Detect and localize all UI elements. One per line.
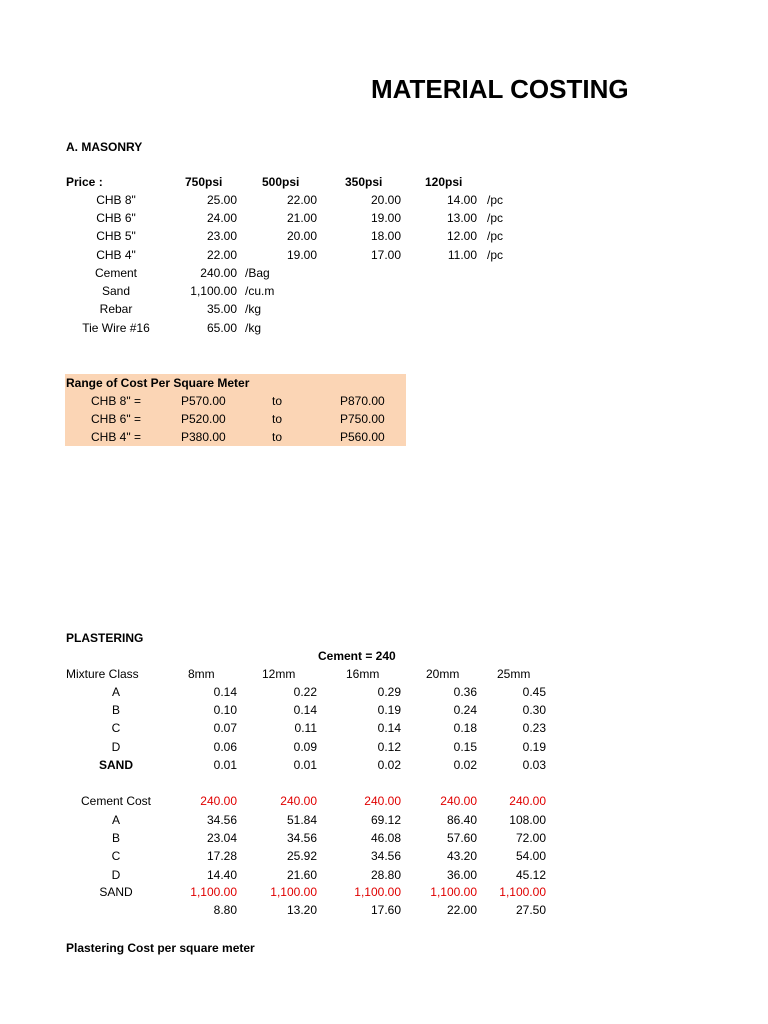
cement-cost-label: Cement Cost [80, 794, 152, 808]
thickness-header-20mm: 20mm [426, 667, 460, 681]
cost-cell: 34.56 [206, 813, 237, 827]
chb-price-cell: 23.00 [206, 229, 237, 244]
chb-unit: /pc [487, 211, 504, 226]
material-unit: /cu.m [245, 284, 275, 299]
cost-cell: 72.00 [515, 831, 546, 846]
cost-cell: 54.00 [515, 849, 546, 864]
psi-header-350: 350psi [345, 175, 383, 189]
cost-cell: 23.04 [206, 831, 237, 846]
chb-price-cell: 19.00 [286, 247, 317, 262]
chb-price-cell: 22.00 [206, 247, 237, 262]
range-row-label: CHB 8" = [91, 394, 141, 408]
material-label: Tie Wire #16 [82, 320, 150, 335]
cost-cell: 46.08 [370, 831, 401, 846]
range-low: P520.00 [181, 412, 226, 427]
masonry-heading: A. MASONRY [66, 140, 143, 154]
mixture-cell: 0.09 [293, 739, 317, 754]
cost-cell: 36.00 [446, 867, 477, 882]
cement-cost-cell: 240.00 [280, 794, 317, 808]
sand-cost-cell: 1,100.00 [270, 885, 317, 899]
mixture-cell: 0.45 [522, 685, 546, 699]
cost-cell: 28.80 [370, 867, 401, 882]
psi-header-500: 500psi [262, 175, 300, 189]
price-label: Price : [66, 175, 103, 189]
chb-price-cell: 21.00 [286, 211, 317, 226]
mixture-cell: 0.14 [293, 703, 317, 718]
chb-price-cell: 13.00 [446, 211, 477, 226]
material-label: Cement [94, 266, 138, 280]
sand-cost-cell: 1,100.00 [190, 885, 237, 899]
material-unit: /kg [245, 320, 262, 335]
mixture-cell: 0.23 [522, 721, 546, 736]
cost-row-label: D [111, 867, 121, 882]
chb-price-cell: 25.00 [206, 193, 237, 207]
range-to: to [272, 412, 283, 427]
cost-cell: 86.40 [446, 813, 477, 827]
cement-note: Cement = 240 [318, 649, 396, 663]
mixture-cell: 0.01 [213, 757, 237, 772]
thickness-header-16mm: 16mm [346, 667, 380, 681]
sand-result-cell: 13.20 [286, 903, 317, 917]
mixture-cell: 0.19 [377, 703, 401, 718]
sand-cost-cell: 1,100.00 [499, 885, 546, 899]
material-unit: /kg [245, 302, 262, 317]
range-row-label: CHB 6" = [91, 412, 141, 427]
thickness-header-25mm: 25mm [497, 667, 531, 681]
cement-cost-cell: 240.00 [440, 794, 477, 808]
cost-cell: 17.28 [206, 849, 237, 864]
material-price: 65.00 [206, 320, 237, 335]
cost-cell: 43.20 [446, 849, 477, 864]
mixture-cell: 0.29 [377, 685, 401, 699]
material-unit: /Bag [245, 266, 270, 280]
mixture-cell: 0.02 [453, 757, 477, 772]
range-high: P750.00 [340, 412, 385, 427]
range-low: P380.00 [181, 430, 226, 445]
chb-price-cell: 17.00 [370, 247, 401, 262]
mixture-cell: 0.07 [213, 721, 237, 736]
mixture-cell: 0.11 [294, 721, 317, 736]
chb-price-cell: 12.00 [446, 229, 477, 244]
plastering-footer-heading: Plastering Cost per square meter [66, 941, 255, 955]
range-heading: Range of Cost Per Square Meter [66, 376, 250, 390]
material-price: 35.00 [206, 302, 237, 317]
range-to: to [272, 394, 283, 408]
mixture-row-label: C [111, 721, 121, 736]
psi-header-750: 750psi [185, 175, 223, 189]
chb-unit: /pc [487, 229, 504, 244]
mixture-cell: 0.24 [453, 703, 477, 718]
page-title: MATERIAL COSTING [371, 74, 629, 104]
cost-cell: 14.40 [206, 867, 237, 882]
range-low: P570.00 [181, 394, 226, 408]
cost-cell: 21.60 [286, 867, 317, 882]
mixture-row-label: B [111, 703, 120, 718]
chb-row-label: CHB 4" [96, 247, 136, 262]
chb-unit: /pc [487, 247, 504, 262]
chb-price-cell: 18.00 [370, 229, 401, 244]
sand-result-cell: 27.50 [515, 903, 546, 917]
material-label: Rebar [99, 302, 133, 317]
sand-result-cell: 8.80 [213, 903, 237, 917]
cost-row-label: C [111, 849, 121, 864]
cost-cell: 69.12 [370, 813, 401, 827]
cost-cell: 51.84 [286, 813, 317, 827]
chb-row-label: CHB 6" [96, 211, 136, 226]
mixture-cell: 0.30 [522, 703, 546, 718]
chb-price-cell: 14.00 [446, 193, 477, 207]
cost-row-label: A [111, 813, 120, 827]
cost-cell: 25.92 [286, 849, 317, 864]
cost-cell: 108.00 [509, 813, 546, 827]
chb-row-label: CHB 5" [96, 229, 136, 244]
mixture-cell: 0.15 [453, 739, 477, 754]
mixture-row-label: D [111, 739, 121, 754]
chb-price-cell: 11.00 [447, 247, 477, 262]
cost-cell: 45.12 [515, 867, 546, 882]
mixture-cell: 0.36 [453, 685, 477, 699]
cost-cell: 57.60 [446, 831, 477, 846]
mixture-row-label: SAND [98, 757, 133, 772]
mixture-class-label: Mixture Class [66, 667, 139, 681]
chb-unit: /pc [487, 193, 504, 207]
chb-price-cell: 20.00 [286, 229, 317, 244]
chb-price-cell: 22.00 [286, 193, 317, 207]
mixture-cell: 0.02 [377, 757, 401, 772]
mixture-row-label: A [111, 685, 120, 699]
mixture-cell: 0.10 [213, 703, 237, 718]
cement-cost-cell: 240.00 [364, 794, 401, 808]
material-label: Sand [101, 284, 131, 299]
cement-cost-cell: 240.00 [509, 794, 546, 808]
mixture-cell: 0.12 [377, 739, 401, 754]
psi-header-120: 120psi [425, 175, 463, 189]
cost-row-label: B [111, 831, 120, 846]
mixture-cell: 0.14 [213, 685, 237, 699]
range-high: P560.00 [340, 430, 385, 445]
range-high: P870.00 [340, 394, 385, 408]
sand-cost-label: SAND [99, 885, 133, 899]
cost-cell: 34.56 [370, 849, 401, 864]
mixture-cell: 0.19 [522, 739, 546, 754]
sand-result-cell: 22.00 [446, 903, 477, 917]
cost-cell: 34.56 [286, 831, 317, 846]
sand-cost-cell: 1,100.00 [354, 885, 401, 899]
mixture-cell: 0.03 [522, 757, 546, 772]
mixture-cell: 0.22 [293, 685, 317, 699]
cement-cost-cell: 240.00 [200, 794, 237, 808]
thickness-header-8mm: 8mm [188, 667, 215, 681]
mixture-cell: 0.01 [293, 757, 317, 772]
sand-cost-cell: 1,100.00 [430, 885, 477, 899]
chb-price-cell: 24.00 [206, 211, 237, 226]
material-price: 240.00 [200, 266, 237, 280]
range-row-label: CHB 4" = [91, 430, 141, 445]
material-price: 1,100.00 [190, 284, 237, 299]
range-to: to [272, 430, 283, 445]
mixture-cell: 0.14 [377, 721, 401, 736]
mixture-cell: 0.18 [453, 721, 477, 736]
chb-price-cell: 20.00 [370, 193, 401, 207]
plastering-heading: PLASTERING [66, 631, 144, 645]
chb-row-label: CHB 8" [96, 193, 136, 207]
chb-price-cell: 19.00 [370, 211, 401, 226]
mixture-cell: 0.06 [213, 739, 237, 754]
thickness-header-12mm: 12mm [262, 667, 296, 681]
sand-result-cell: 17.60 [370, 903, 401, 917]
